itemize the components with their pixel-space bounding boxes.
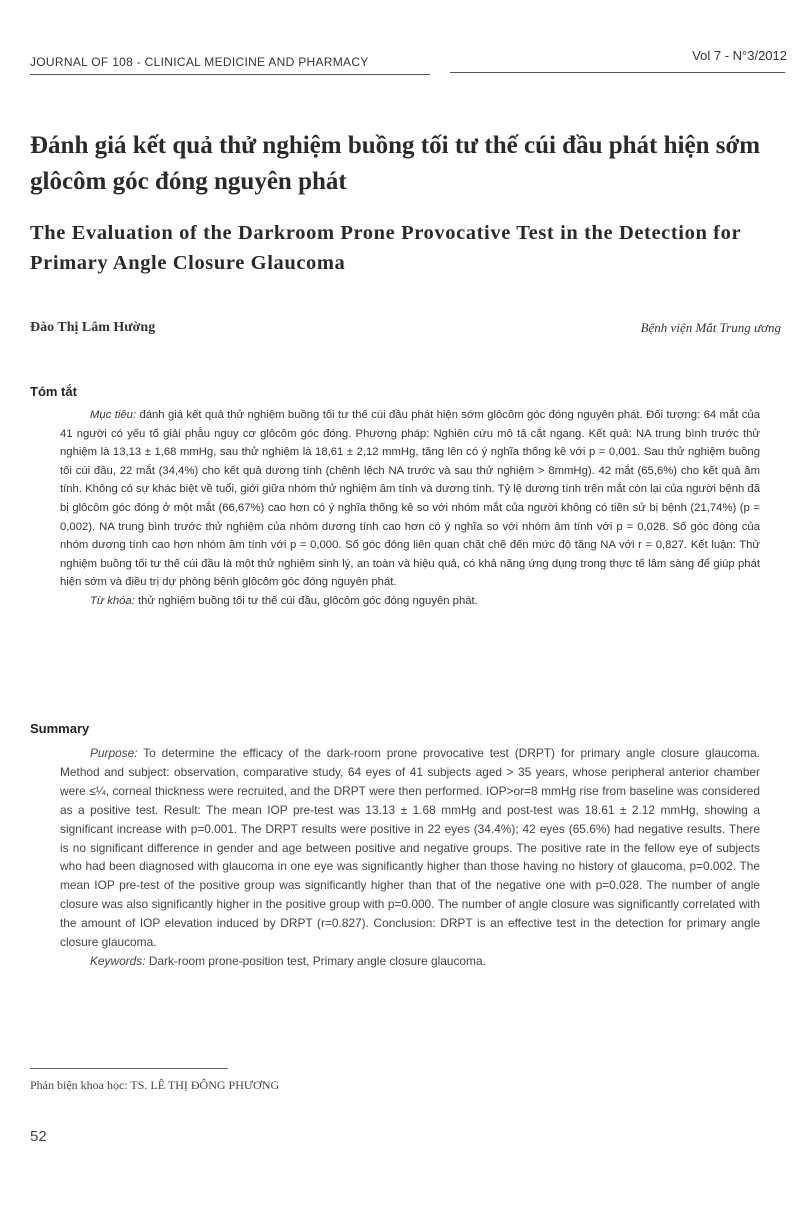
summary-heading: Summary [30, 721, 90, 736]
header-rule-right [450, 72, 785, 73]
page-number: 52 [30, 1128, 47, 1145]
header-rule [30, 74, 430, 75]
keywords-vi [60, 592, 760, 611]
abstract-vi-heading: Tóm tắt [30, 384, 77, 399]
abstract-vietnamese [60, 406, 760, 611]
keywords-en [60, 952, 760, 971]
abstract-en-paragraph [60, 744, 760, 952]
keywords-en-label: Keywords: [90, 953, 146, 968]
journal-name: JOURNAL OF 108 - CLINICAL MEDICINE AND PHARMACY [30, 55, 369, 69]
abstract-vi-paragraph [60, 406, 760, 592]
author-affiliation: Bệnh viện Mắt Trung ương [640, 320, 781, 335]
footnote-rule [30, 1068, 228, 1069]
abstract-en-body: To determine the efficacy of the dark-room prone provocative test (DRPT) for primary angle closure glaucoma. Method and subject: observation, comparative study, 64 eyes of 41 subjects aged > 35 years, whose peripheral anterior chamber were ≤¼, corneal thickness were recruited, and the DRPT were then performed. IOP>or=8 mmHg rise from baseline was considered as a positive test. Result: The mean IOP pre-test was 13.13 ± 1.68 mmHg and post-test was 18.61 ± 2.12 mmHg, showing a significant increase with p=0.001. The DRPT results were positive in 22 eyes (34.4%); 42 eyes (65.6%) had negative results. There is no significant difference in gender and age between positive and negative groups. The positive rate in the fellow eye of subjects who had been diagnosed with glaucoma in one eye was significantly higher than those having no history of glaucoma, p=0.002. The mean IOP pre-test of the positive group was significantly higher than that of the negative one with p=0.028. The number of angle closure was also significantly higher in the positive group with p=0.000. The number of angle closure was significantly correlated with the amount of IOP elevation induced by DRPT (r=0.827). Conclusion: DRPT is an effective test in the detection for primary angle closure glaucoma. [60, 746, 760, 950]
keywords-vi-text: thử nghiệm buồng tối tư thế cúi đầu, glôcôm góc đóng nguyên phát. [134, 594, 478, 607]
abstract-vi-body: đánh giá kết quả thử nghiệm buồng tối tư thế cúi đầu phát hiện sớm glôcôm góc đóng nguyên phát. Đối tượng: 64 mắt của 41 người có yếu tố giải phẫu nguy cơ glôcôm góc đóng. Phương pháp: Nghiên cứu mô tả cắt ngang. Kết quả: NA trung bình trước thử nghiệm là 13,13 ± 1,68 mmHg, sau thử nghiệm là 18,61 ± 2,12 mmHg, tăng lên có ý nghĩa thống kê với p = 0,001. Sau thử nghiệm buồng tối cúi đầu, 22 mắt (34,4%) cho kết quả dương tính (chênh lệch NA trước và sau thử nghiệm > 8mmHg). 42 mắt (65,6%) cho kết quả âm tính. Không có sự khác biệt về tuổi, giới giữa nhóm thử nghiệm âm tính và dương tính. Tỷ lệ dương tính trên mắt còn lại của người bệnh đã bị glôcôm góc đóng ở một mắt (66,67%) cao hơn có ý nghĩa thống kê so với nhóm mắt của người không có tiền sử bị bệnh (21,74%) (p = 0,002). NA trung bình trước thử nghiệm của nhóm dương tính cao hơn có ý nghĩa so với nhóm âm tính với p = 0,028. Số góc đóng của nhóm dương tính cao hơn nhóm âm tính với p = 0,000. Số góc đóng liên quan chặt chẽ đến mức độ tăng NA với r = 0,827. Kết luận: Thử nghiệm buồng tối tư thế cúi đầu là một thử nghiệm sinh lý, an toàn và hiệu quả, có khả năng ứng dụng trong thực tế lâm sàng để giúp phát hiện sớm và điều trị dự phòng bệnh glôcôm góc đóng nguyên phát. [60, 409, 760, 589]
author-name: Đào Thị Lâm Hường [30, 320, 156, 335]
title-vietnamese: Đánh giá kết quả thử nghiệm buồng tối tư thế cúi đầu phát hiện sớm glôcôm góc đóng nguyên phát [30, 132, 761, 195]
keywords-en-text: Dark-room prone-position test, Primary angle closure glaucoma. [145, 953, 486, 968]
abstract-english [60, 744, 760, 971]
keywords-vi-label: Từ khóa: [90, 594, 135, 607]
volume-issue: Vol 7 - N°3/2012 [692, 48, 787, 63]
abstract-en-lead: Purpose: [90, 746, 138, 760]
reviewer-footnote: Phản biện khoa học: TS. LÊ THỊ ĐÔNG PHƯƠNG [30, 1078, 280, 1092]
title-english: The Evaluation of the Darkroom Prone Provocative Test in the Detection for Primary Angle Closure Glaucoma [30, 222, 741, 274]
abstract-vi-lead: Mục tiêu: [90, 409, 137, 421]
